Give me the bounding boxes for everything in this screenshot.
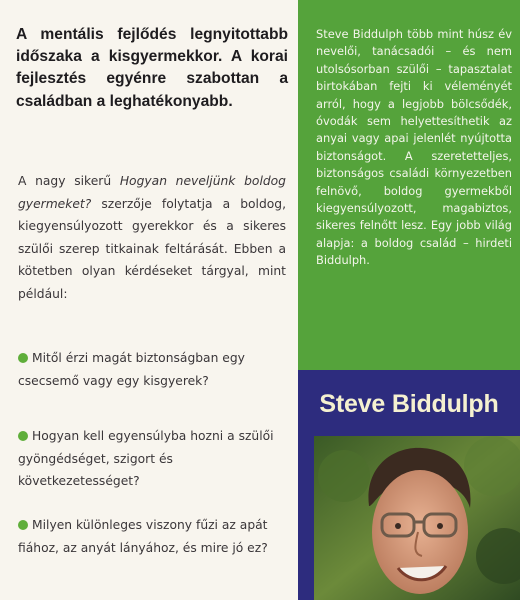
intro-paragraph: [18, 170, 286, 306]
question-text: Mitől érzi magát biztonságban egy csecsemő vagy egy kisgyerek?: [18, 351, 245, 388]
author-portrait-illustration: [314, 436, 520, 600]
author-bio-column: [298, 0, 520, 600]
book-title-reference: Hogyan neveljünk boldog gyermeket?: [18, 174, 286, 211]
green-dot-icon: [18, 353, 28, 363]
green-dot-icon: [18, 431, 28, 441]
author-panel: [298, 370, 520, 600]
intro-text-start: A nagy sikerű: [18, 174, 120, 188]
question-text: Hogyan kell egyensúlyba hozni a szülői gyöngédséget, szigort és következetességet?: [18, 429, 274, 489]
question-item: [18, 425, 288, 493]
author-portrait-photo: [314, 436, 520, 600]
author-bio-paragraph: Steve Biddulph több mint húsz év nevelői, tanácsadói – és nem utolsósorban szülői – tapasztalat birtokában fejti ki véleményét arról, hogy a legjobb bölcsődék, óvodák sem helyettesíthetik az anyai vagy apai jelenlét nyújtotta biztonságot. A szeretetteljes, biztonságos családi környezetben felnövő, boldog gyermekből kiegyensúlyozott, magabiztos, sikeres felnőtt lesz. Egy jobb világ alapja: a boldog család – hirdeti Biddulph.: [316, 27, 512, 268]
intro-text-end: szerzője folytatja a boldog, kiegyensúlyozott gyerekkor és a sikeres szülői szerep titkainak feltárását. Ebben a kötetben olyan kérdéseket tárgyal, mint például:: [18, 196, 286, 301]
question-text: Milyen különleges viszony fűzi az apát fiához, az anyát lányához, és mire jó ez?: [18, 518, 268, 555]
question-item: [18, 347, 288, 392]
green-dot-icon: [18, 520, 28, 530]
lead-paragraph: A mentális fejlődés legnyitottabb időszaka a kisgyermekkor. A korai fejlesztés egyénre szabottan a családban a leghatékonyabb.: [16, 26, 288, 110]
question-item: [18, 514, 288, 559]
author-name: Steve Biddulph: [319, 390, 499, 418]
